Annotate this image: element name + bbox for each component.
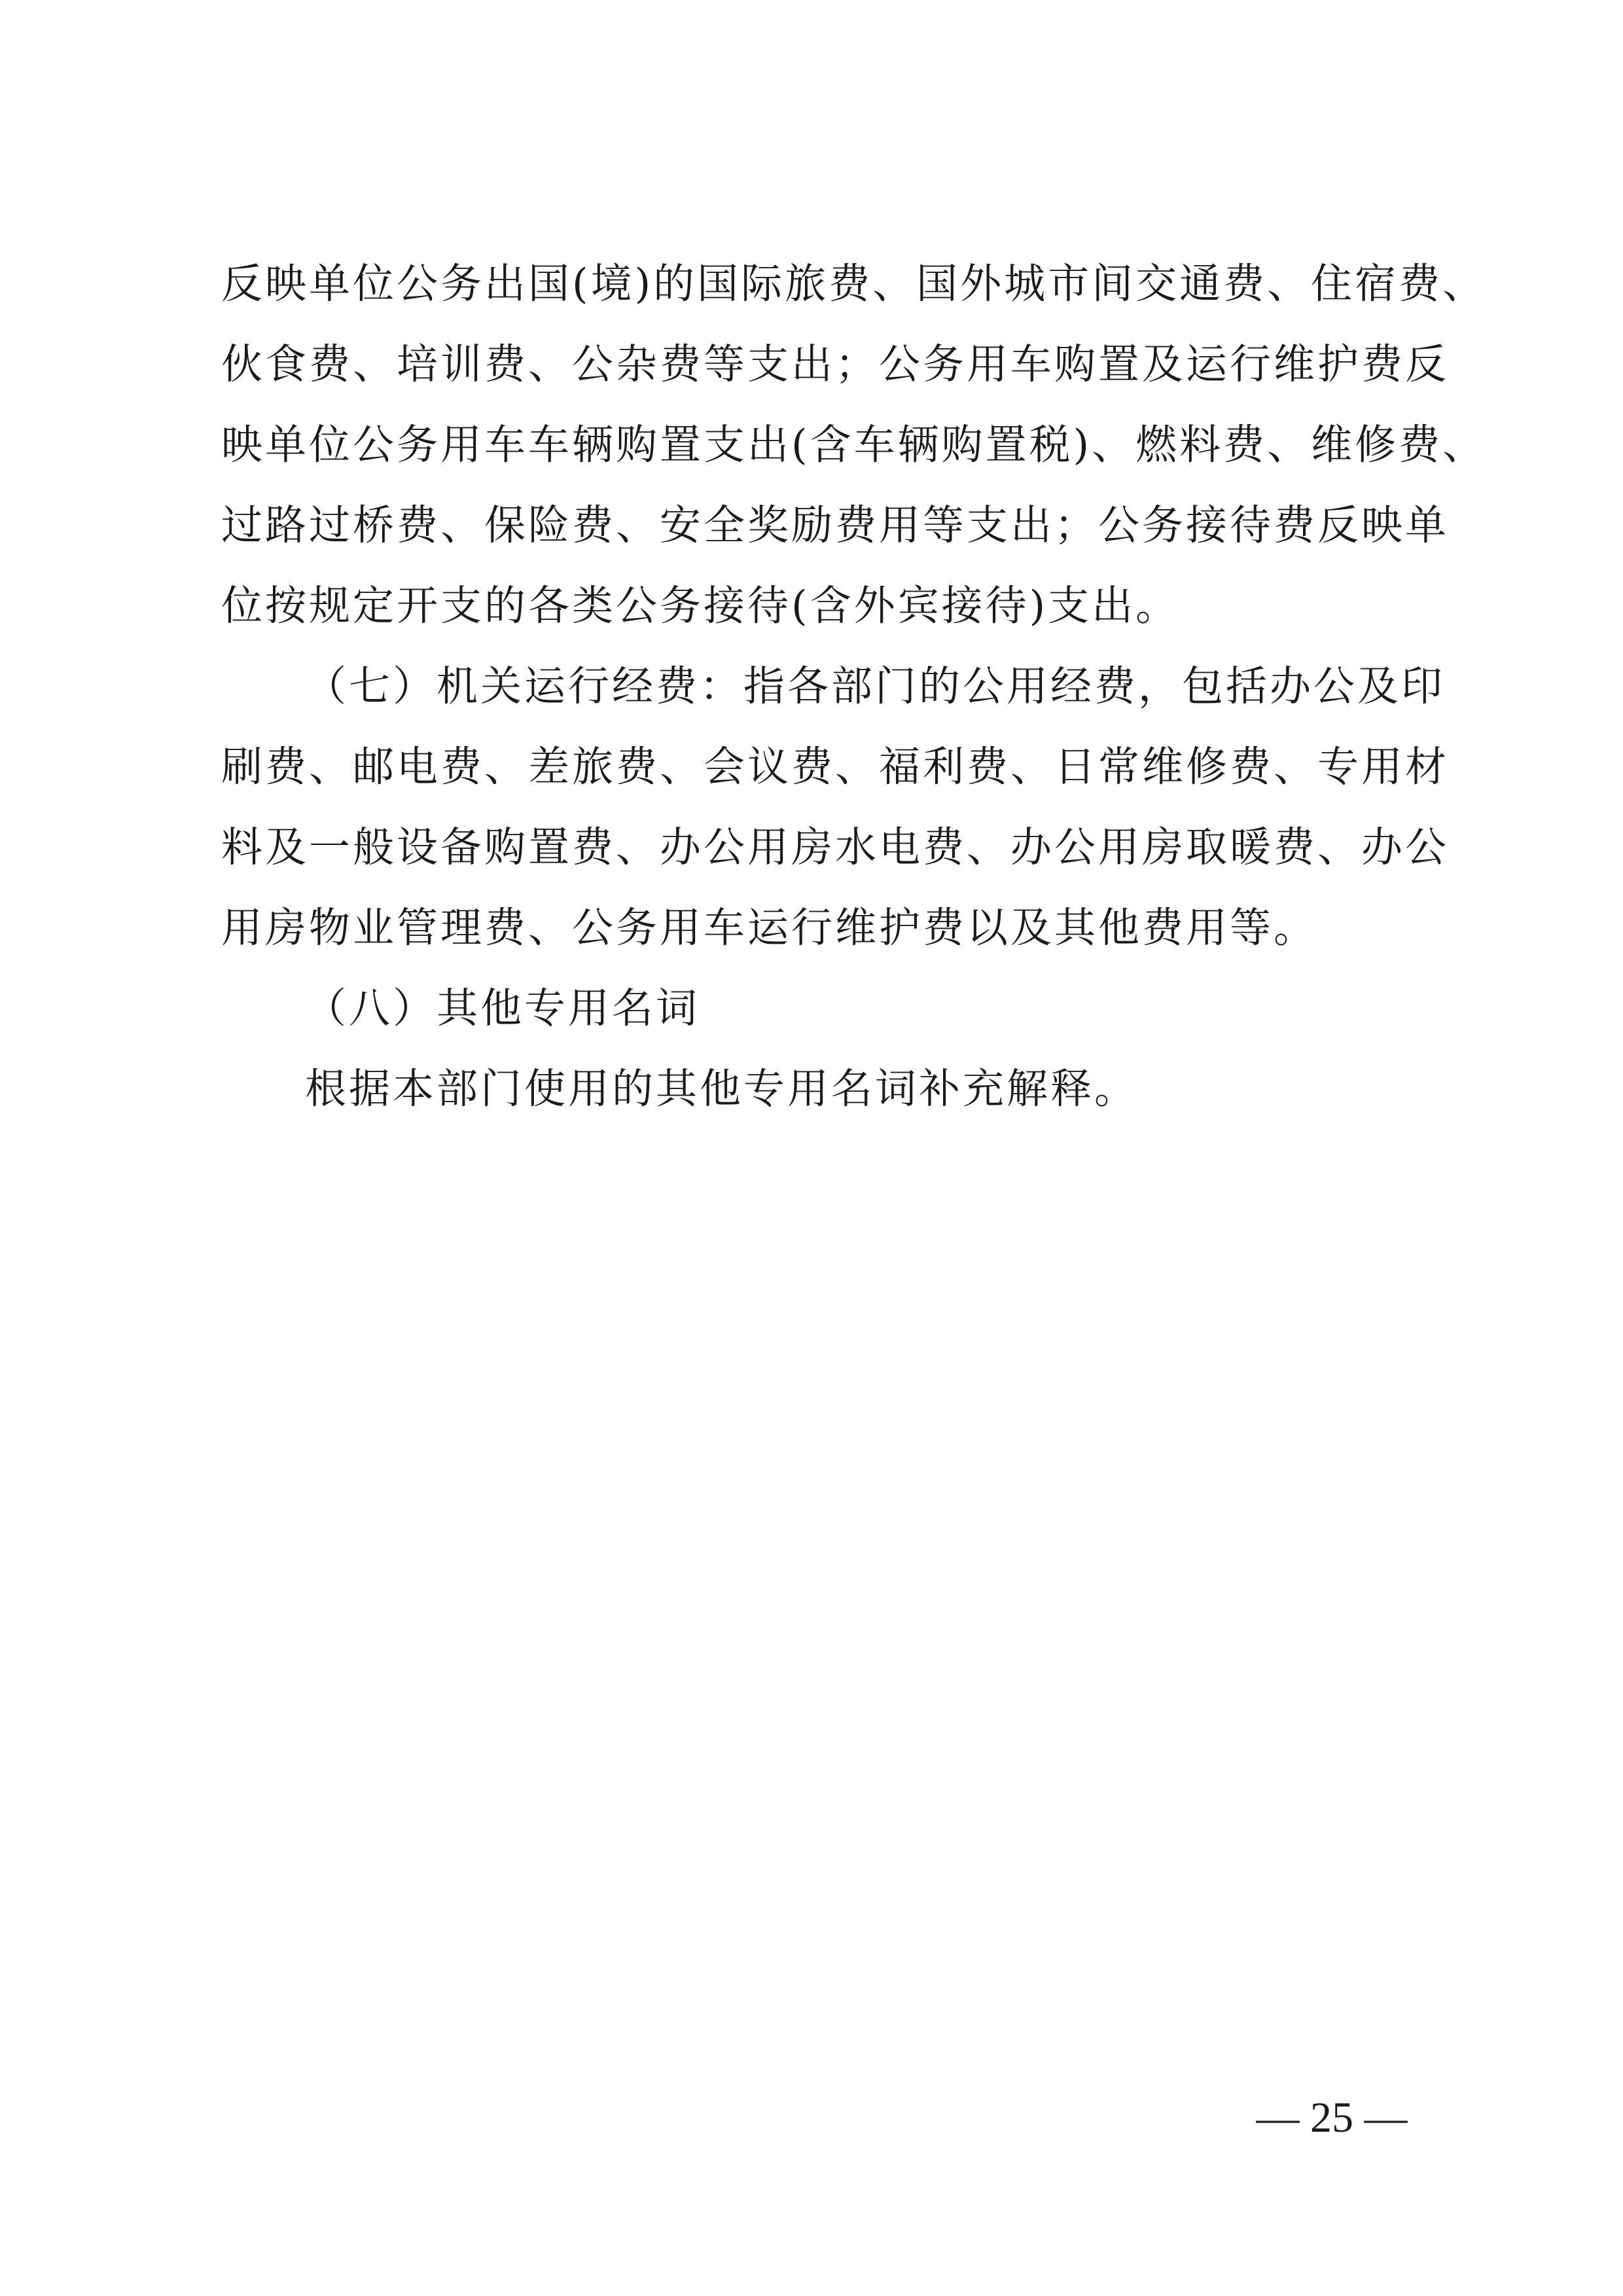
text-line: 位按规定开支的各类公务接待(含外宾接待)支出。 [221, 582, 1180, 630]
body-text [221, 243, 1487, 1129]
text-line: 用房物业管理费、公务用车运行维护费以及其他费用等。 [221, 904, 1317, 952]
page-number: — 25 — [1256, 2094, 1408, 2142]
text-line: 根据本部门使用的其他专用名词补充解释。 [305, 1065, 1138, 1113]
section-heading-7: （七）机关运行经费：指各部门的公用经费，包括办公及印 [305, 662, 1445, 710]
text-line: 伙食费、培训费、公杂费等支出；公务用车购置及运行维护费反 [221, 340, 1449, 388]
text-line: 过路过桥费、保险费、安全奖励费用等支出；公务接待费反映单 [221, 501, 1449, 549]
text-line: 刷费、邮电费、差旅费、会议费、福利费、日常维修费、专用材 [221, 743, 1449, 791]
text-line: 映单位公务用车车辆购置支出(含车辆购置税)、燃料费、维修费、 [221, 421, 1487, 469]
text-line: 料及一般设备购置费、办公用房水电费、办公用房取暖费、办公 [221, 823, 1449, 871]
section-heading-8: （八）其他专用名词 [305, 984, 700, 1032]
text-line: 反映单位公务出国(境)的国际旅费、国外城市间交通费、住宿费、 [221, 260, 1487, 308]
